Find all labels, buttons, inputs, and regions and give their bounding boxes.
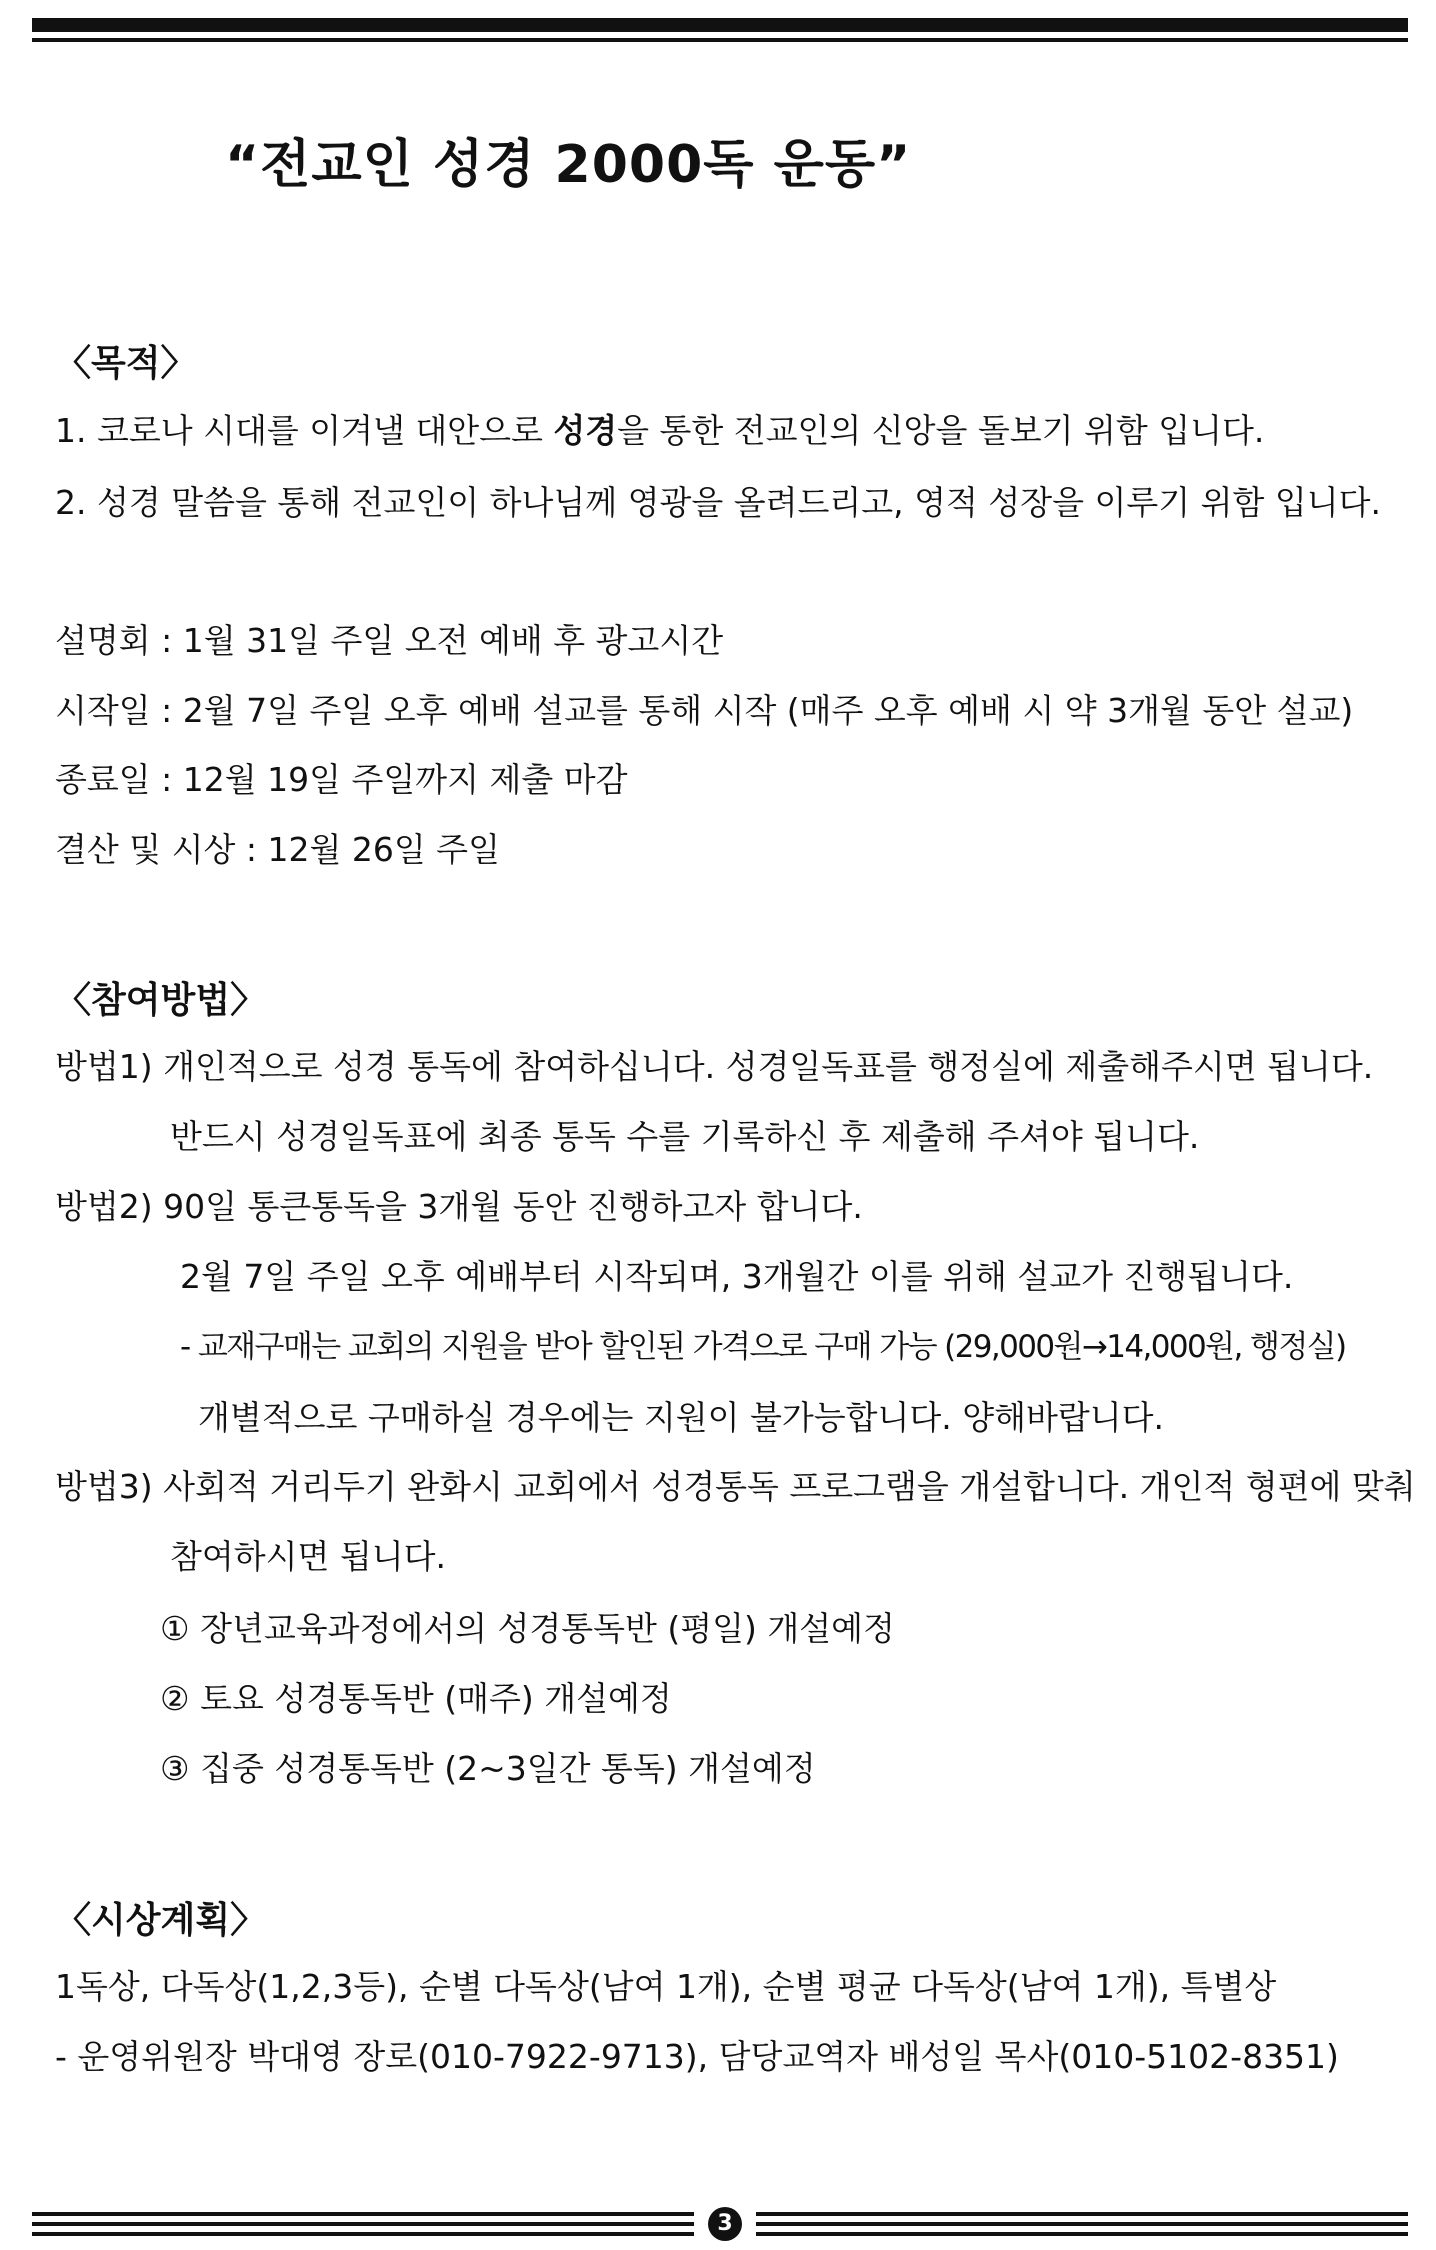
bottom-rule-left-2 bbox=[32, 2222, 694, 2226]
method-2-line-1: 방법2) 90일 통큰통독을 3개월 동안 진행하고자 합니다. bbox=[55, 1187, 863, 1226]
method-3-line-1: 방법3) 사회적 거리두기 완화시 교회에서 성경통독 프로그램을 개설합니다. 개인적 형편에 맞춰 bbox=[55, 1467, 1416, 1506]
purpose-item-1 bbox=[55, 411, 1265, 450]
method-3-option-1: ① 장년교육과정에서의 성경통독반 (평일) 개설예정 bbox=[160, 1609, 895, 1648]
bottom-rule-right-1 bbox=[756, 2212, 1408, 2216]
bottom-rule-left-3 bbox=[32, 2232, 694, 2236]
top-rule-thin bbox=[32, 38, 1408, 42]
purpose-item-1-bold: 성경 bbox=[553, 411, 618, 450]
bottom-rule-right-3 bbox=[756, 2232, 1408, 2236]
method-2-line-4: 개별적으로 구매하실 경우에는 지원이 불가능합니다. 양해바랍니다. bbox=[198, 1398, 1165, 1437]
method-1-line-1: 방법1) 개인적으로 성경 통독에 참여하십니다. 성경일독표를 행정실에 제출해주시면 됩니다. bbox=[55, 1047, 1374, 1086]
schedule-awards: 결산 및 시상 : 12월 26일 주일 bbox=[55, 830, 500, 869]
schedule-start: 시작일 : 2월 7일 주일 오후 예배 설교를 통해 시작 (매주 오후 예배 시 약 3개월 동안 설교) bbox=[55, 691, 1354, 730]
method-2-line-3: - 교재구매는 교회의 지원을 받아 할인된 가격으로 구매 가능 (29,000원→14,000원, 행정실) bbox=[180, 1329, 1346, 1365]
bottom-rule-left-1 bbox=[32, 2212, 694, 2216]
purpose-item-1-text-b: 을 통한 전교인의 신앙을 돌보기 위함 입니다. bbox=[617, 411, 1265, 450]
awards-heading: 〈시상계획〉 bbox=[55, 1900, 267, 1941]
schedule-end: 종료일 : 12월 19일 주일까지 제출 마감 bbox=[55, 760, 628, 799]
awards-line-1: 1독상, 다독상(1,2,3등), 순별 다독상(남여 1개), 순별 평균 다독상(남여 1개), 특별상 bbox=[55, 1967, 1277, 2006]
method-3-option-2: ② 토요 성경통독반 (매주) 개설예정 bbox=[160, 1679, 672, 1718]
method-2-line-2: 2월 7일 주일 오후 예배부터 시작되며, 3개월간 이를 위해 설교가 진행됩니다. bbox=[180, 1257, 1294, 1296]
page-title: “전교인 성경 2000독 운동” bbox=[225, 135, 912, 195]
method-3-line-2: 참여하시면 됩니다. bbox=[170, 1537, 447, 1576]
page-number: 3 bbox=[708, 2207, 742, 2241]
awards-line-2: - 운영위원장 박대영 장로(010-7922-9713), 담당교역자 배성일 목사(010-5102-8351) bbox=[55, 2037, 1339, 2076]
schedule-briefing: 설명회 : 1월 31일 주일 오전 예배 후 광고시간 bbox=[55, 621, 724, 660]
method-1-line-2: 반드시 성경일독표에 최종 통독 수를 기록하신 후 제출해 주셔야 됩니다. bbox=[170, 1117, 1200, 1156]
purpose-heading: 〈목적〉 bbox=[55, 343, 197, 384]
top-rule-thick bbox=[32, 18, 1408, 32]
method-3-option-3: ③ 집중 성경통독반 (2~3일간 통독) 개설예정 bbox=[160, 1749, 816, 1788]
methods-heading: 〈참여방법〉 bbox=[55, 980, 267, 1021]
bottom-rule-right-2 bbox=[756, 2222, 1408, 2226]
purpose-item-2: 2. 성경 말씀을 통해 전교인이 하나님께 영광을 올려드리고, 영적 성장을 이루기 위함 입니다. bbox=[55, 483, 1381, 522]
purpose-item-1-text-a: 1. 코로나 시대를 이겨낼 대안으로 bbox=[55, 411, 554, 450]
